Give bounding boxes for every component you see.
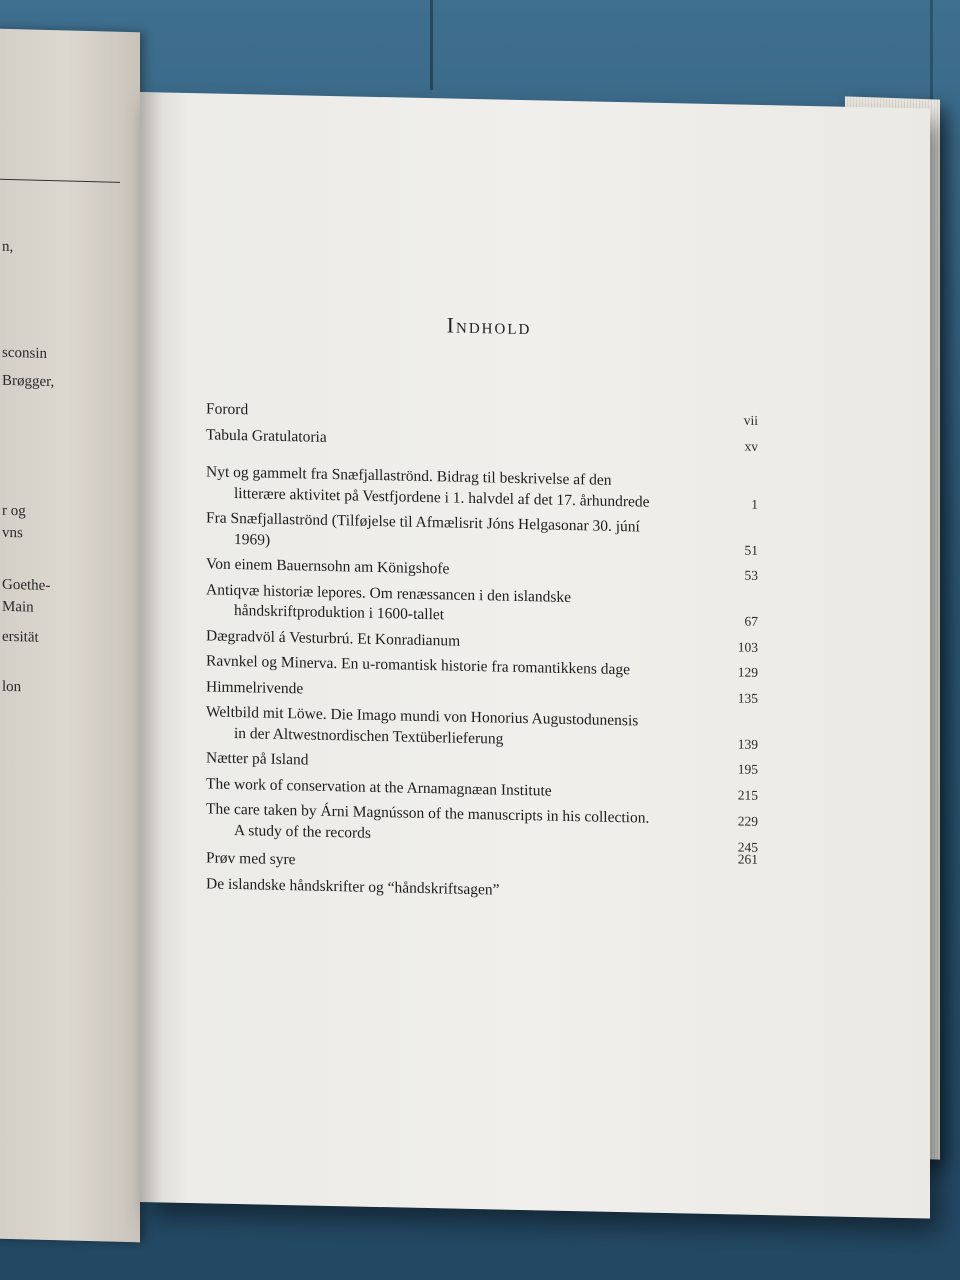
toc-entry-page: 229 — [737, 813, 758, 829]
toc-entry-title: Prøv med syre — [206, 849, 296, 869]
left-page-fragment: Goethe- — [2, 576, 51, 595]
toc-entry-title-continued: A study of the records — [234, 821, 371, 842]
toc-entry — [206, 580, 758, 633]
gutter-shadow — [140, 92, 162, 1202]
toc-entry-title: De islandske håndskrifter og “håndskriftsagen” — [206, 874, 500, 899]
left-page-fragment: r og — [2, 502, 26, 520]
left-page — [0, 28, 140, 1243]
toc-entry-title: Nyt og gammelt fra Snæfjallaströnd. Bidrag til beskrivelse af den — [206, 463, 612, 489]
toc-entry-title-continued: 1969) — [234, 530, 271, 549]
toc-entry-title: Fra Snæfjallaströnd (Tilføjelse til Afmælisrit Jóns Helgasonar 30. júní — [206, 509, 640, 536]
left-page-fragment: Main — [2, 598, 34, 616]
left-page-fragment: n, — [2, 238, 14, 256]
toc-entry-page: 51 — [744, 542, 758, 558]
toc-entry-title: The work of conservation at the Arnamagnæan Institute — [206, 774, 552, 800]
toc-entry-title: Forord — [206, 400, 249, 419]
toc-entry-title: The care taken by Árni Magnússon of the manuscripts in his collection. — [206, 800, 650, 827]
left-page-fragment: ersität — [2, 628, 39, 646]
toc-entry-page: 245 — [737, 839, 758, 855]
toc-entry-page: 67 — [744, 613, 758, 629]
toc-entry — [206, 799, 758, 855]
left-page-rule — [0, 179, 120, 183]
toc-entry — [206, 702, 758, 755]
toc-entry-page: xv — [744, 438, 758, 454]
toc-entry-title-continued: litterære aktivitet på Vestfjordene i 1. halvdel af det 17. århundrede — [234, 484, 650, 511]
table-plank-seam — [930, 0, 933, 100]
toc-entry-page: 139 — [737, 736, 758, 752]
toc-list — [206, 399, 758, 911]
toc-entry-page: 261 — [737, 851, 758, 867]
toc-entry-page: 103 — [737, 639, 758, 655]
right-page — [140, 92, 930, 1219]
toc-entry-page: 215 — [737, 787, 758, 803]
toc-entry-page: 129 — [737, 664, 758, 680]
toc-entry-title: Antiqvæ historiæ lepores. Om renæssancen i den islandske — [206, 580, 572, 606]
toc-entry-title: Weltbild mit Löwe. Die Imago mundi von Honorius Augustodunensis — [206, 703, 639, 730]
toc-entry-title: Himmelrivende — [206, 677, 304, 697]
toc-entry-title: Ravnkel og Minerva. En u-romantisk historie fra romantikkens dage — [206, 652, 630, 679]
toc-entry-page: 195 — [737, 761, 758, 777]
toc-title: Indhold — [446, 312, 532, 340]
toc-entry-title: Nætter på Island — [206, 749, 309, 769]
toc-entry-title: Dægradvöl á Vesturbrú. Et Konradianum — [206, 626, 461, 650]
left-page-fragment: lon — [2, 678, 22, 696]
toc-entry-title: Tabula Gratulatoria — [206, 425, 327, 446]
left-page-fragment: Brøgger, — [2, 372, 55, 391]
toc-entry — [206, 508, 758, 561]
toc-entry-page: 53 — [744, 567, 758, 583]
toc-entry-page: vii — [743, 412, 758, 428]
toc-entry-page: 1 — [751, 496, 758, 512]
toc-entry-title-continued: in der Altwestnordischen Textüberlieferung — [234, 724, 504, 748]
left-page-fragment: vns — [2, 524, 23, 542]
toc-entry-title: Von einem Bauernsohn am Königshofe — [206, 555, 450, 578]
table-plank-seam — [430, 0, 433, 90]
toc-entry-title-continued: håndskriftproduktion i 1600-tallet — [234, 601, 445, 624]
toc-entry-page: 135 — [737, 690, 758, 706]
left-page-fragment: sconsin — [2, 344, 47, 362]
